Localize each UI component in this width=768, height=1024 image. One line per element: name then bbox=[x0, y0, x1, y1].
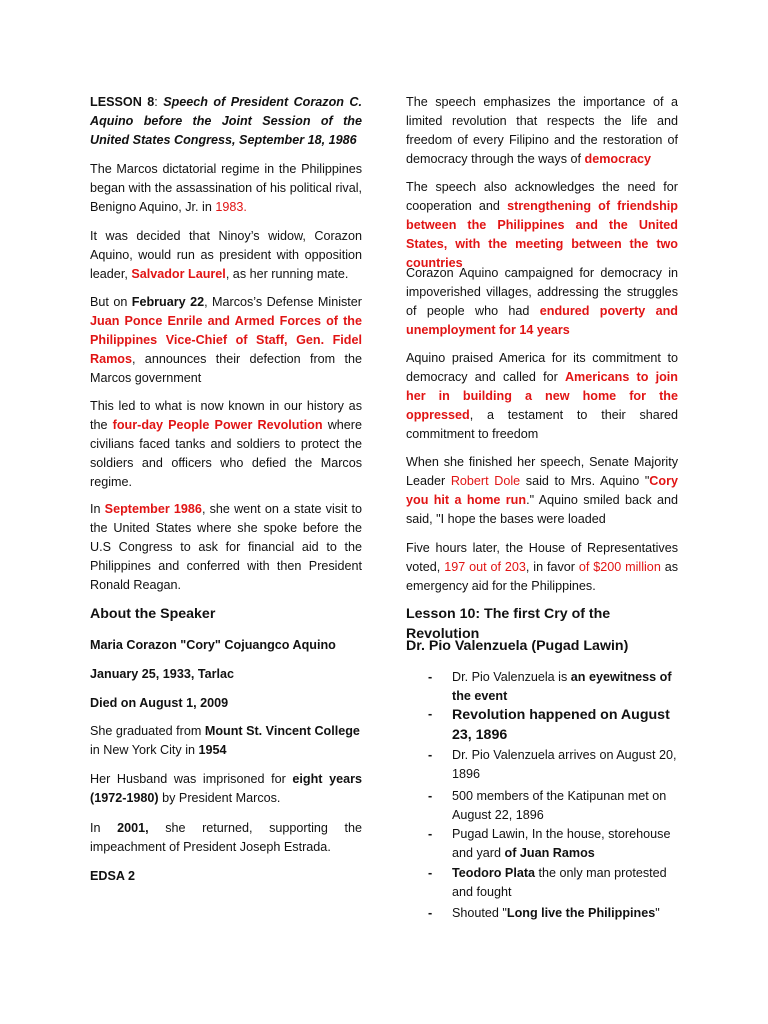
about-speaker-heading: About the Speaker bbox=[90, 606, 216, 622]
dash-bullet-icon: - bbox=[428, 670, 433, 684]
lesson10-heading: Lesson 10: The first Cry of the Revolution bbox=[406, 606, 611, 642]
edsa2-heading: EDSA 2 bbox=[90, 869, 136, 883]
speaker-birth: January 25, 1933, Tarlac bbox=[90, 667, 234, 681]
paragraph-state-visit: In September 1986, she went on a state visit to the United States where she spoke before the U.S Congress to ask for financial aid to the Philippines and conferred with then President Ronald Reagan. bbox=[90, 502, 363, 592]
dash-bullet-icon: - bbox=[428, 707, 433, 721]
paragraph-defection: But on February 22, Marcos’s Defense Minister Juan Ponce Enrile and Armed Forces of the Philippines Vice-Chief of Staff, Gen. Fidel Ramos, announces their defection from the Marcos government bbox=[90, 295, 362, 385]
paragraph-home-run: When she finished her speech, Senate Majority Leader Robert Dole said to Mrs. Aquino "Cory you hit a home run." Aquino smiled back and said, "I hope the bases were loaded bbox=[406, 455, 678, 526]
paragraph-cooperation: The speech also acknowledges the need for cooperation and strengthening of friendship between the Philippines and the United States, with the meeting between the two countries bbox=[406, 180, 679, 270]
pio-valenzuela-heading: Dr. Pio Valenzuela (Pugad Lawin) bbox=[406, 638, 629, 654]
paragraph-people-power: This led to what is now known in our history as the four-day People Power Revolution where civilians faced tanks and soldiers to protect the soldiers and officers who defied the Marcos regime. bbox=[90, 399, 362, 489]
dash-bullet-icon: - bbox=[428, 748, 433, 762]
paragraph-2001: In 2001, she returned, supporting the impeachment of President Joseph Estrada. bbox=[90, 821, 362, 854]
paragraph-emergency-aid: Five hours later, the House of Representatives voted, 197 out of 203, in favor of $200 million as emergency aid for the Philippines. bbox=[406, 541, 679, 593]
dash-bullet-icon: - bbox=[428, 789, 433, 803]
paragraph-praise-america: Aquino praised America for its commitment to democracy and called for Americans to join her in building a new home for the oppressed, a testament to their shared commitment to freedom bbox=[406, 351, 678, 441]
lesson8-title: LESSON 8: Speech of President Corazon C. Aquino before the Joint Session of the United States Congress, September 18, 1986 bbox=[90, 95, 362, 147]
dash-bullet-icon: - bbox=[428, 866, 433, 880]
paragraph-running-mate: It was decided that Ninoy’s widow, Corazon Aquino, would run as president with opposition leader, Salvador Laurel, as her running mate. bbox=[90, 229, 362, 281]
speaker-death: Died on August 1, 2009 bbox=[90, 696, 229, 710]
paragraph-marcos-regime: The Marcos dictatorial regime in the Philippines began with the assassination of his political rival, Benigno Aquino, Jr. in 1983. bbox=[90, 162, 362, 214]
paragraph-campaign: Corazon Aquino campaigned for democracy in impoverished villages, addressing the struggles of people who had endured poverty and unemployment for 14 years bbox=[406, 266, 678, 337]
paragraph-graduation: She graduated from Mount St. Vincent College in New York City in 1954 bbox=[90, 724, 360, 757]
paragraph-husband: Her Husband was imprisoned for eight years (1972-1980) by President Marcos. bbox=[90, 772, 363, 805]
document-page: LESSON 8: Speech of President Corazon C. Aquino before the Joint Session of the United States Congress, September 18, 1986 The Marcos dictatorial regime in the Philippines began with the assassination of his political rival, Benigno Aquino, Jr. in 1983. It was decided that Ninoy’s widow, Corazon Aquino, would run as president with opposition leader, Salvador Laurel, as her running mate. But on February 22, Marcos’s Defense Minister Juan Ponce Enrile and Armed Forces of the Philippines Vice-Chief of Staff, Gen. Fidel Ramos, announces their defection from the Marcos government This led to what is now known in our history as the four-day People Power Revolution where civilians faced tanks and soldiers to protect the soldiers and officers who defied the Marcos regime. In September 1986, she went on a state visit to the United States where she spoke before the U.S Congress to ask for financial aid to the Philippines and conferred with then President Ronald Reagan. About the Speaker Maria Corazon "Cory" Cojuangco Aquino January 25, 1933, Tarlac Died on August 1, 2009 She graduated from Mount St. Vincent College in New York City in 1954 Her Husband was imprisoned for eight years (1972-1980) by President Marcos. In 2001, she returned, supporting the impeachment of President Joseph Estrada. EDSA 2 The speech emphasizes the importance of a limited revolution that respects the life and freedom of every Filipino and the restoration of democracy through the ways of democracy The speech also acknowledges the need for cooperation and strengthening of friendship between the Philippines and the United States, with the meeting between the two countries Corazon Aquino campaigned for democracy in impoverished villages, addressing the struggles of people who had endured poverty and unemployment for 14 years Aquino praised America for its commitment to democracy and called for Americans to join her in building a new home for the oppressed, a testament to their shared commitment to freedom When she finished her speech, Senate Majority Leader Robert Dole said to Mrs. Aquino "Cory you hit a home run." Aquino smiled back and said, "I hope the bases were loaded Five hours later, the House of Representatives voted, 197 out of 203, in favor of $200 million as emergency aid for the Philippines. Lesson 10: The first Cry of the Revolution Dr. Pio Valenzuela (Pugad Lawin) - Dr. Pio Valenzuela is an eyewitness of the event - Revolution happened on August 23, 1896 - Dr. Pio Valenzuela arrives on August 20, 1896 - 500 members of the Katipunan met on August 22, 1896 - Pugad Lawin, In the house, storehouse and yard of Juan Ramos - Teodoro Plata the only man protested and fought - Shouted "Long live the Philippines" bbox=[0, 0, 768, 1024]
speaker-name: Maria Corazon "Cory" Cojuangco Aquino bbox=[90, 638, 336, 652]
paragraph-limited-revolution: The speech emphasizes the importance of a limited revolution that respects the life and freedom of every Filipino and the restoration of democracy through the ways of democracy bbox=[406, 95, 678, 166]
dash-bullet-icon: - bbox=[428, 827, 433, 841]
dash-bullet-icon: - bbox=[428, 906, 433, 920]
